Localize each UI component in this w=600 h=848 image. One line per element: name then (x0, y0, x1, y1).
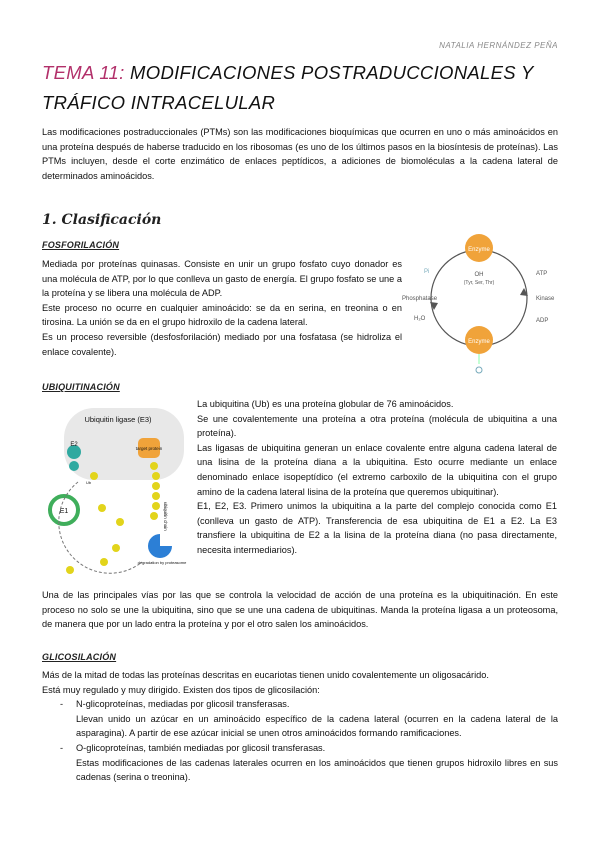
fosforilacion-p2: Este proceso no ocurre en cualquier aminoácido: se da en serina, en treonina o en tirosina. La unión se da en el grupo hidroxilo de la cadena lateral. (42, 302, 402, 328)
e2-label: E2 (70, 442, 78, 448)
section-heading: 1. Clasificación (42, 212, 162, 228)
chain-label: ubiquitin chain (163, 502, 168, 531)
title-text: MODIFICACIONES POSTRADUCCIONALES Y TRÁFICO INTRACELULAR (42, 62, 534, 113)
fosforilacion-p3: Es un proceso reversible (desfosforilación) mediado por una fosfatasa (se hidroliza el enlace covalente). (42, 331, 402, 357)
glicosilacion-text (42, 668, 558, 785)
ubiquitination-diagram (42, 402, 192, 580)
ubiquitinacion-p1: La ubiquitina (Ub) es una proteína globular de 76 aminoácidos. (197, 399, 454, 409)
ub-node (66, 566, 74, 574)
e2-tail (69, 461, 79, 471)
adp-label: ADP (536, 318, 549, 324)
phosphatase-label: Phosphatase (402, 296, 438, 302)
target-protein-label: target protein (135, 446, 163, 451)
glicosilacion-list (42, 697, 558, 785)
kinase-label: Kinase (536, 296, 555, 302)
degradation-label: degradation by proteasome (137, 560, 187, 565)
list-item-title: O-glicoproteínas, también mediadas por glicosil transferasas. (76, 742, 326, 753)
phosphate-group (476, 367, 482, 373)
ub-chain-node (152, 502, 160, 510)
ubiquitinacion-p3: Las ligasas de ubiquitina generan un enlace covalente entre alguna cadena lateral de una lisina de la proteína diana a la ubiquitina. Esto ocurre mediante un enlace denominado enlace isopeptídico (el extremo carboxilo de la ubiquitina con el grupo amino de la cadena lateral lisina de la proteína que queremos ubiquitinar). (197, 442, 557, 497)
fosforilacion-heading: FOSFORILACIÓN (42, 240, 120, 250)
atp-label: ATP (536, 271, 548, 277)
enzyme-bottom-label: Enzyme (468, 339, 490, 345)
ub-label: Ub (86, 480, 92, 485)
list-item-detail: Llevan unido un azúcar en un aminoácido específico de la cadena lateral (ocurren en la cadena lateral de la asparagina). A partir de ese azúcar inicial se unen otros aminoácidos formando ramificaciones. (76, 713, 558, 739)
ligase-label: Ubiquitin ligase (E3) (84, 415, 152, 424)
ub-node (98, 504, 106, 512)
enzyme-top-label: Enzyme (468, 247, 490, 253)
ub-chain-node (150, 512, 158, 520)
list-item-title: N-glicoproteínas, mediadas por glicosil transferasas. (76, 699, 290, 710)
oh-label: OH (474, 272, 484, 278)
e1-label: E1 (59, 508, 69, 515)
ub-node (116, 518, 124, 526)
list-item-detail: Estas modificaciones de las cadenas laterales ocurren en los aminoácidos que tienen grupos hidroxilo libres en sus cadenas (serina o treonina). (76, 757, 558, 783)
ub-chain-node (152, 482, 160, 490)
bullet-dash: - (60, 742, 64, 753)
ub-chain-node (152, 492, 160, 500)
pi-label: Pi (424, 269, 430, 275)
fosforilacion-p1: Mediada por proteínas quinasas. Consiste en unir un grupo fosfato cuyo donador es una molécula de ATP, por lo que conlleva un gasto de energía. El grupo fosfato se une a la proteína y se libera una molécula de ADP. (42, 259, 402, 299)
glicosilacion-heading: GLICOSILACIÓN (42, 652, 117, 662)
glicosilacion-p2: Está muy regulado y muy dirigido. Existen dos tipos de glicosilación: (42, 684, 320, 695)
ubiquitinacion-p4: E1, E2, E3. Primero unimos la ubiquitina a la parte del complejo conocida como E1 (conlleva un gasto de ATP). Transferencia de esa ubiquitina de E1 a E2. La E3 transfiere la ubiquitina de E2 a la lisina de la proteína diana (no pasa directamente, necesita intermediarios). (197, 501, 557, 555)
ub-node (112, 544, 120, 552)
author-name: NATALIA HERNÁNDEZ PEÑA (439, 41, 558, 50)
residues-label: (Tyr, Ser, Thr) (463, 280, 495, 286)
glicosilacion-p1: Más de la mitad de todas las proteínas descritas en eucariotas tienen unido covalentemente un oligosacárido. (42, 670, 489, 680)
ubiquitinacion-p5: Una de las principales vías por las que se controla la velocidad de acción de una proteína es la ubiquitinación. En este proceso no solo se une la ubiquitina, sino que se une una cadena de ubiquitinas. Manda la proteína ligasa a un proteosoma, de manera que por un lado entra la proteína y por el otro salen los aminoácidos. (42, 590, 558, 630)
ub-chain-node (150, 462, 158, 470)
ubiquitinacion-p2: Se une covalentemente una proteína a otra proteína (molécula de ubiquitina a una proteína). (197, 413, 557, 439)
bullet-dash: - (60, 699, 64, 710)
ubiquitinacion-text (197, 397, 557, 558)
phosphorylation-diagram (400, 228, 558, 378)
title-tema: TEMA 11: (42, 62, 125, 83)
h2o-label: H₂O (414, 316, 426, 322)
ubiquitinacion-heading: UBIQUITINACIÓN (42, 382, 120, 392)
intro-paragraph: Las modificaciones postraduccionales (PTMs) son las modificaciones bioquímicas que ocurren en uno o más aminoácidos en una proteína después de haberse traducido en los ribosomas (es uno de los últimos pasos en la biosíntesis de proteínas). Las PTMs incluyen, desde el corte enzimático de enlaces peptídicos, a adiciones de biomoléculas a la cadena lateral de determinados aminoácidos. (42, 127, 558, 181)
ub-chain-node (152, 472, 160, 480)
list-item (42, 741, 558, 785)
list-item (42, 697, 558, 741)
page-title (42, 58, 562, 118)
fosforilacion-text (42, 257, 402, 359)
ub-node (100, 558, 108, 566)
ub-node (90, 472, 98, 480)
